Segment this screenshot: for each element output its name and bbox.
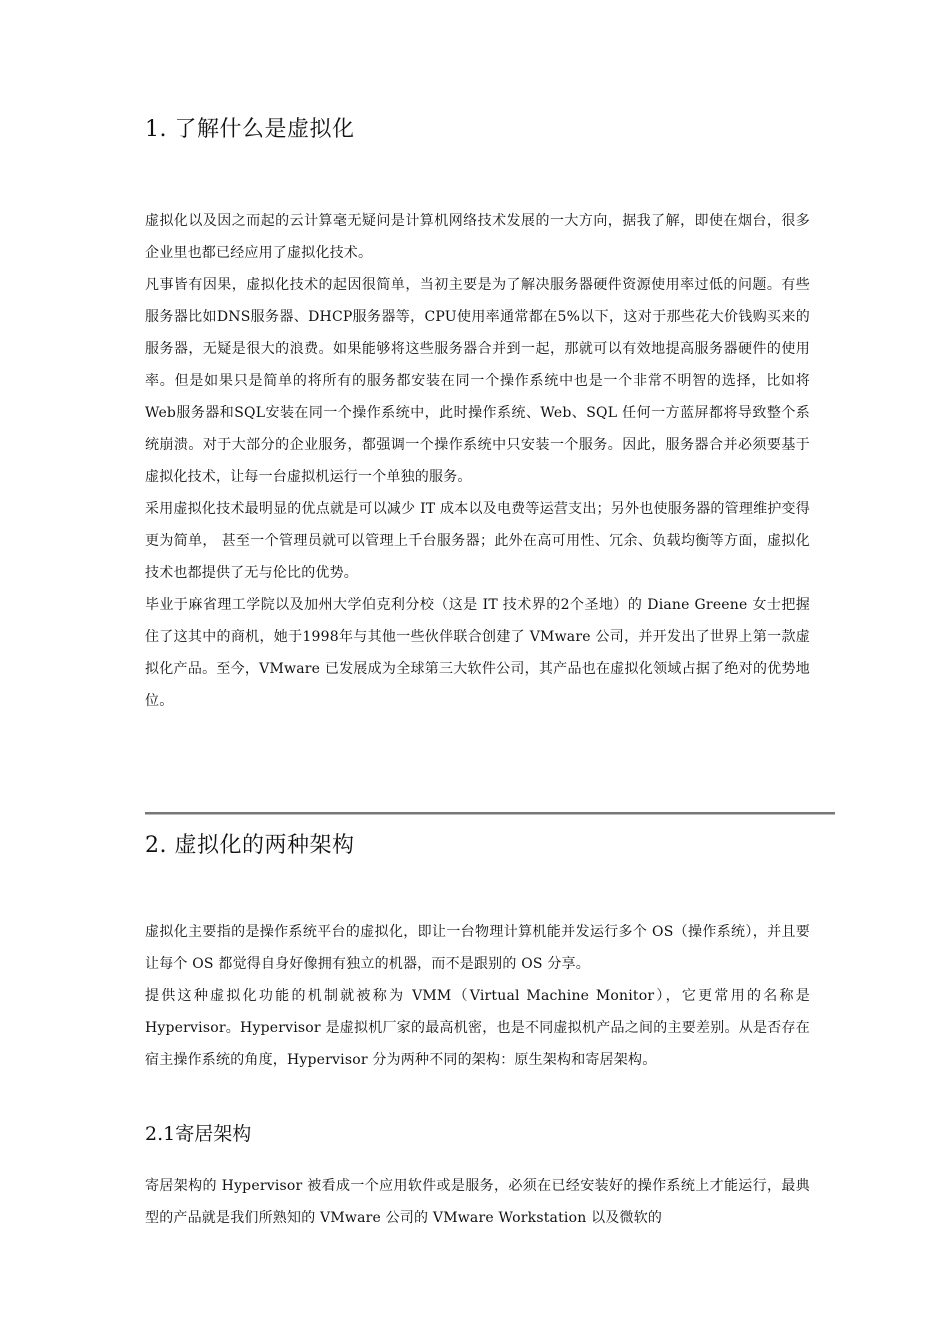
paragraph: 虚拟化以及因之而起的云计算毫无疑问是计算机网络技术发展的一大方向，据我了解，即使在烟台，很多企业里也都已经应用了虚拟化技术。 — [145, 213, 810, 261]
section-2-heading: 2. 虚拟化的两种架构 — [145, 833, 355, 858]
section-divider — [145, 812, 835, 815]
section-2-body — [145, 916, 810, 1076]
section-1-heading: 1. 了解什么是虚拟化 — [145, 117, 355, 142]
section-2-1 — [145, 1121, 810, 1147]
section-2-1-body — [145, 1170, 810, 1234]
paragraph: 毕业于麻省理工学院以及加州大学伯克利分校（这是 IT 技术界的2个圣地）的 Diane Greene 女士把握住了这其中的商机，她于1998年与其他一些伙伴联合创建了 VMware 公司，并开发出了世界上第一款虚拟化产品。至今，VMware 已发展成为全球第三大软件公司，其产品也在虚拟化领域占据了绝对的优势地位。 — [145, 597, 810, 709]
section-1-body — [145, 205, 810, 717]
paragraph: 凡事皆有因果，虚拟化技术的起因很简单，当初主要是为了解决服务器硬件资源使用率过低的问题。有些服务器比如DNS服务器、DHCP服务器等，CPU使用率通常都在5%以下，这对于那些花大价钱购买来的服务器，无疑是很大的浪费。如果能够将这些服务器合并到一起，那就可以有效地提高服务器硬件的使用率。但是如果只是简单的将所有的服务都安装在同一个操作系统中也是一个非常不明智的选择，比如将Web服务器和SQL安装在同一个操作系统中，此时操作系统、Web、SQL 任何一方蓝屏都将导致整个系统崩溃。对于大部分的企业服务，都强调一个操作系统中只安装一个服务。因此，服务器合并必须要基于虚拟化技术，让每一台虚拟机运行一个单独的服务。 — [145, 277, 810, 485]
paragraph: 采用虚拟化技术最明显的优点就是可以减少 IT 成本以及电费等运营支出；另外也使服务器的管理维护变得更为简单， 甚至一个管理员就可以管理上千台服务器；此外在高可用性、冗余、负载均衡等方面，虚拟化技术也都提供了无与伦比的优势。 — [145, 501, 810, 581]
section-2 — [145, 832, 810, 860]
section-1 — [145, 116, 810, 144]
section-2-1-heading: 2.1寄居架构 — [145, 1123, 252, 1145]
paragraph: 虚拟化主要指的是操作系统平台的虚拟化，即让一台物理计算机能并发运行多个 OS（操作系统），并且要让每个 OS 都觉得自身好像拥有独立的机器，而不是跟别的 OS 分享。 — [145, 924, 810, 972]
paragraph: 寄居架构的 Hypervisor 被看成一个应用软件或是服务，必须在已经安装好的操作系统上才能运行，最典型的产品就是我们所熟知的 VMware 公司的 VMware Workstation 以及微软的 — [145, 1178, 810, 1226]
paragraph: 提供这种虚拟化功能的机制就被称为 VMM（Virtual Machine Monitor），它更常用的名称是 Hypervisor。Hypervisor 是虚拟机厂家的最高机密，也是不同虚拟机产品之间的主要差别。从是否存在宿主操作系统的角度，Hypervisor 分为两种不同的架构：原生架构和寄居架构。 — [145, 988, 810, 1068]
